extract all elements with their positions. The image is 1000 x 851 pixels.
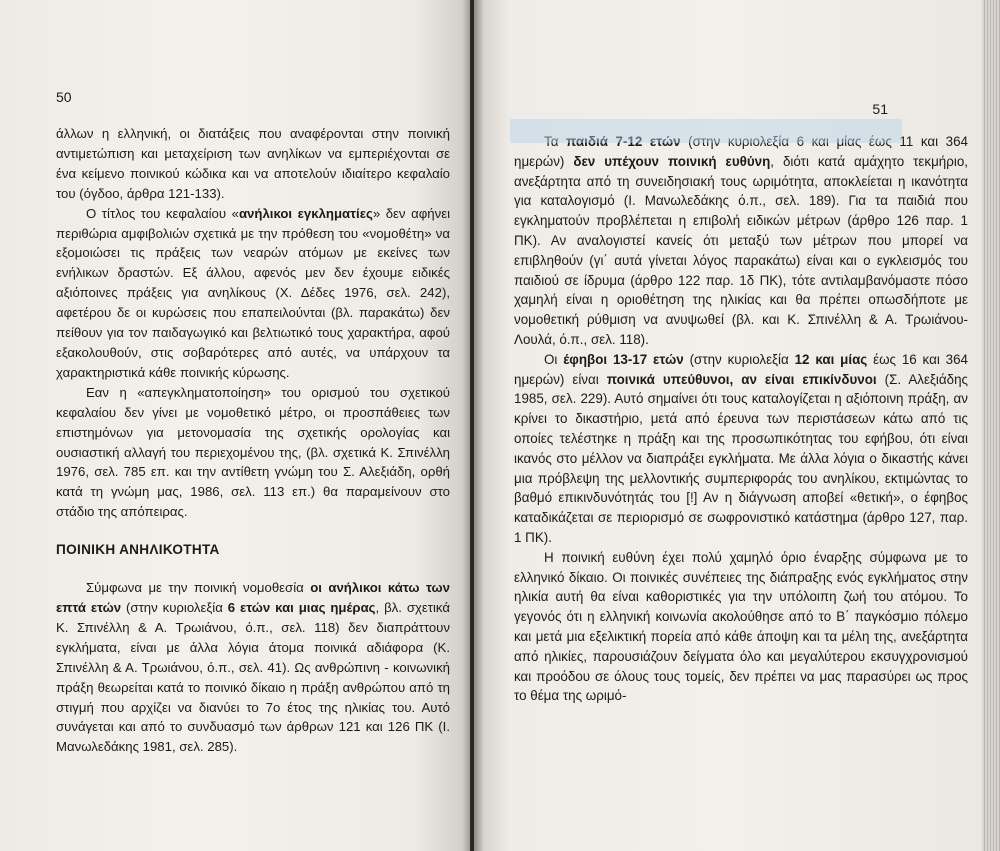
- highlight-mark: [510, 119, 902, 143]
- bold-phrase: έφηβοι 13-17 ετών: [563, 351, 684, 367]
- paragraph-left-2: [56, 204, 450, 383]
- text-run: (στην κυριολεξία 6 και μίας έως 11 και 364 ημερών): [514, 134, 968, 169]
- bold-phrase: ποινικά υπεύθυνοι, αν είναι επικίνδυνοι: [606, 371, 877, 387]
- bold-phrase: δεν υπέχουν ποινική ευθύνη: [573, 153, 771, 169]
- section-heading: ΠΟΙΝΙΚΗ ΑΝΗΛΙΚΟΤΗΤΑ: [56, 542, 220, 558]
- book-gutter: [462, 0, 484, 851]
- text-run: , διότι κατά αμάχητο τεκμήριο, ανεξάρτητα από τη συνειδησιακή τους ωριμότητα, αποκλείεται η ικανότητα για καταλογισμό (Ι. Μανωλεδάκης ό.π., σελ. 189). Για τα παιδιά που εγκληματούν προβλέπεται η επιβολή ειδικών μέτρων (άρθρο 126 παρ. 1 ΠΚ). Αν αναλογιστεί κανείς ότι μεταξύ των μέτρων που μπορεί να επιβληθούν (γι΄ αυτά γίνεται λόγος παρακάτω) είναι και ο εγκλεισμός του παιδιού σε ίδρυμα (άρθρο 122 παρ. 1δ ΠΚ), τότε αντιλαμβανόμαστε πόσο χαμηλή είναι η οριοθέτηση της ηλικίας και θα πρέπει οπωσδήποτε με νομοθετική ρύθμιση να ανυψωθεί (βλ. και Κ. Σπινέλλη & Α. Τρωιάνου-Λουλά, ό.π., σελ. 118).: [514, 153, 969, 347]
- page-edges: [982, 0, 1000, 851]
- bold-phrase: παιδιά 7-12 ετών: [566, 134, 681, 149]
- paragraph-right-1: [514, 132, 968, 350]
- text-run: Οι: [544, 351, 564, 367]
- text-run: (στην κυριολεξία: [121, 600, 228, 616]
- paragraph-right-3: Η ποινική ευθύνη έχει πολύ χαμηλό όριο έναρξης σύμφωνα με το ελληνικό δίκαιο. Οι ποινικές συνέπειες της διάπραξης ενός εγκλήματος στην ηλικία αυτή θα είναι καθοριστικές για την υπόλοιπη ζωή του ατόμου. Το γεγονός ότι η ελληνική κοινωνία ακολούθησε από το Β΄ παγκόσμιο πόλεμο και μετά μια εξελικτική πορεία από κάθε άποψη και τα μέλη της, ανεξάρτητα από ηλικίες, παρουσιάζουν δείγματα όλο και μεγαλύτερου εκσυγχρονισμού και προόδου σε όλους τους τομείς, δεν πρέπει να μας παρασύρει ως προς το θέμα της ωριμό-: [514, 549, 968, 704]
- page-number-left: 50: [56, 89, 72, 105]
- left-page: [0, 0, 470, 851]
- paragraph-left-3: Εαν η «απεγκληματοποίηση» του ορισμού του σχετικού κεφαλαίου δεν γίνει με νομοθετικό μέτρο, οι προσπάθειες των επιστημόνων για μετονομασία της σχετικής ορολογίας και ουσιαστική αλλαγή του περιεχομένου της, (βλ. σχετικά Κ. Σπινέλλη 1976, σελ. 785 επ. και την αντίθετη γνώμη του Σ. Αλεξιάδη, ορθή κατά τη γνώμη μας, 1986, σελ. 113 επ.) θα παραμείνουν στο στάδιο της απόπειρας.: [56, 384, 450, 520]
- paragraph-left-4: [56, 578, 450, 757]
- bold-phrase: 6 ετών και μιας ημέρας: [227, 600, 376, 616]
- bold-phrase: οι ανήλικοι κάτω των επτά ετών: [56, 580, 450, 616]
- bold-phrase: ανήλικοι εγκληματίες: [238, 205, 373, 221]
- bold-phrase: 12 και μίας: [794, 351, 868, 367]
- text-run: , βλ. σχετικά Κ. Σπινέλλη & Α. Τρωιάνου, ό.π., σελ. 118) δεν διαπράττουν εγκλήματα, είναι με άλλα λόγια άτομα ποινικά αδιάφορα (Κ. Σπινέλλη & Α. Τρωιάνου, ό.π., σελ. 41). Ως ανθρώπινη - κοινωνική πράξη θεωρείται κατά το ποινικό δίκαιο η πράξη ανθρώπου από τη στιγμή που αρχίζει να διανύει το 7ο έτος της ηλικίας του. Αυτό συνάγεται και από το συνδυασμό των άρθρων 121 και 126 ΠΚ (Ι. Μανωλεδάκης 1981, σελ. 285).: [56, 600, 450, 755]
- text-run: (Σ. Αλεξιάδης 1985, σελ. 229). Αυτό σημαίνει ότι τους καταλογίζεται η αξιόποινη πράξη, αν κρίνει το δικαστήριο, μετά από έρευνα των περιστάσεων κάτω από τις οποίες τελέστηκε η πράξη και της προσωπικότητας του εφήβου, ότι είναι ικανός στο μέλλον να διαπράξει εγκλήματα. Με άλλα λόγια ο δικαστής κάνει μια πρόβλεψη της μελλοντικής συμπεριφοράς του ανηλίκου, εκτιμώντας το βαθμό επικινδυνότητάς του [!] Αν η διάγνωση αποβεί «θετική», ο έφηβος καταδικάζεται σε περιορισμό σε σωφρονιστικό κατάστημα (άρθρο 127, παρ. 1 ΠΚ).: [514, 371, 968, 545]
- paragraph-left-1: άλλων η ελληνική, οι διατάξεις που αναφέρονται στην ποινική αντιμετώπιση και μεταχείριση των ανηλίκων να εμπεριέχονται σε ένα κείμενο ποινικού κώδικα και να αποτελούν ιδιαίτερο κεφαλαίο του (όγδοο, άρθρα 121-133).: [56, 126, 450, 201]
- paragraph-right-2: [514, 350, 968, 548]
- page-number-right: 51: [872, 101, 888, 117]
- text-run: έως 16 και 364 ημερών) είναι: [514, 351, 968, 387]
- text-run: Ο τίτλος του κεφαλαίου «: [86, 205, 239, 221]
- text-run: Σύμφωνα με την ποινική νομοθεσία: [86, 580, 311, 596]
- text-run: Τα: [544, 134, 567, 149]
- text-run: (στην κυριολεξία: [683, 351, 795, 367]
- text-run: » δεν αφήνει περιθώρια αμφιβολιών σχετικά με την πρόθεση του «νομοθέτη» να εξομοιώσει τις πράξεις των νεαρών ατόμων με εκείνες των ενήλικων δραστών. Εξ άλλου, αφενός μεν δεν έχουμε ειδικές αξιόποινες πράξεις για ανηλίκους (Χ. Δέδες 1976, σελ. 242), αφετέρου δε οι κυρώσεις που επαπειλούνται (βλ. παρακάτω) δεν πείθουν για τον παιδαγωγικό και βελτιωτικό τους χαρακτήρα, αφού εξακολουθούν, στις σοβαρότερες από αυτές, να υπάρχουν τα χαρακτηριστικά κάθε ποινικής κύρωσης.: [56, 205, 450, 380]
